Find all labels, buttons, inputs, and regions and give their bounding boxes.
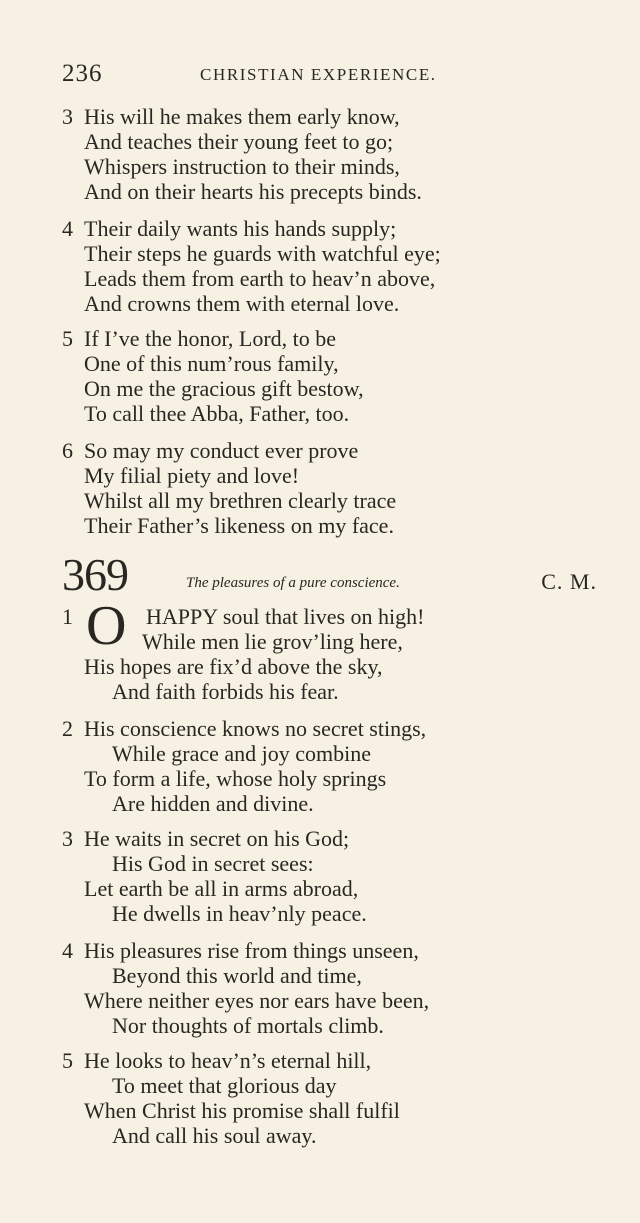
verse-text: One of this num’rous family, bbox=[84, 351, 339, 376]
verse-text: While grace and joy combine bbox=[112, 741, 372, 766]
stanza-number: 3 bbox=[62, 104, 73, 129]
stanza-line bbox=[62, 401, 602, 426]
previous-hymn-stanza-4 bbox=[62, 216, 602, 316]
verse-text: He looks to heav’n’s eternal hill, bbox=[84, 1048, 372, 1073]
stanza-number: 3 bbox=[62, 826, 73, 851]
verse-text: His conscience knows no secret stings, bbox=[84, 716, 427, 741]
hymn-subtitle: The pleasures of a pure conscience. bbox=[186, 575, 400, 591]
stanza-line bbox=[62, 988, 602, 1013]
hymn-stanza-3 bbox=[62, 826, 602, 926]
verse-text: While men lie grov’ling here, bbox=[142, 629, 403, 654]
previous-hymn-stanza-6 bbox=[62, 438, 602, 538]
running-head bbox=[62, 60, 582, 90]
verse-text: When Christ his promise shall fulfil bbox=[84, 1098, 400, 1123]
verse-text: He waits in secret on his God; bbox=[84, 826, 350, 851]
hymn-stanza-4 bbox=[62, 938, 602, 1038]
stanza-line bbox=[62, 241, 602, 266]
verse-text: And faith forbids his fear. bbox=[112, 679, 339, 704]
verse-text: To call thee Abba, Father, too. bbox=[84, 401, 350, 426]
verse-text: And teaches their young feet to go; bbox=[84, 129, 394, 154]
hymn-meter: C. M. bbox=[541, 569, 597, 594]
stanza-line bbox=[62, 351, 602, 376]
stanza-number: 5 bbox=[62, 1048, 73, 1073]
drop-cap: O bbox=[86, 595, 127, 657]
verse-text: His God in secret sees: bbox=[112, 851, 314, 876]
stanza-number: 2 bbox=[62, 716, 73, 741]
verse-text: And call his soul away. bbox=[112, 1123, 317, 1148]
hymn-stanza-5 bbox=[62, 1048, 602, 1148]
stanza-line bbox=[62, 129, 602, 154]
stanza-line bbox=[62, 291, 602, 316]
stanza-line bbox=[62, 766, 602, 791]
stanza-line bbox=[62, 216, 602, 241]
verse-text: Nor thoughts of mortals climb. bbox=[112, 1013, 384, 1038]
verse-text: And crowns them with eternal love. bbox=[84, 291, 400, 316]
stanza-line bbox=[62, 716, 602, 741]
hymn-stanza-2 bbox=[62, 716, 602, 816]
verse-text: His pleasures rise from things unseen, bbox=[84, 938, 419, 963]
section-title: CHRISTIAN EXPERIENCE. bbox=[200, 65, 437, 84]
verse-text: Whispers instruction to their minds, bbox=[84, 154, 400, 179]
verse-text: To form a life, whose holy springs bbox=[84, 766, 387, 791]
stanza-line bbox=[62, 791, 602, 816]
verse-text: So may my conduct ever prove bbox=[84, 438, 359, 463]
hymn-stanza-1 bbox=[62, 595, 602, 704]
stanza-line bbox=[62, 1098, 602, 1123]
verse-text: My filial piety and love! bbox=[84, 463, 300, 488]
stanza-line bbox=[62, 463, 602, 488]
verse-text: Leads them from earth to heav’n above, bbox=[84, 266, 436, 291]
stanza-line bbox=[62, 104, 602, 129]
hymn-number: 369 bbox=[62, 549, 128, 600]
stanza-line bbox=[62, 266, 602, 291]
verse-text: Where neither eyes nor ears have been, bbox=[84, 988, 430, 1013]
stanza-number: 1 bbox=[62, 604, 73, 629]
stanza-line bbox=[62, 654, 602, 679]
stanza-line bbox=[62, 326, 602, 351]
stanza-line bbox=[62, 179, 602, 204]
stanza-line bbox=[62, 876, 602, 901]
stanza-line bbox=[62, 154, 602, 179]
verse-text: Let earth be all in arms abroad, bbox=[84, 876, 359, 901]
stanza-line bbox=[62, 513, 602, 538]
verse-text: Their daily wants his hands supply; bbox=[84, 216, 397, 241]
hymn-header bbox=[62, 549, 597, 602]
stanza-line bbox=[62, 679, 602, 704]
stanza-line bbox=[62, 1073, 602, 1098]
stanza-line bbox=[62, 488, 602, 513]
stanza-number: 5 bbox=[62, 326, 73, 351]
verse-text: HAPPY soul that lives on high! bbox=[146, 604, 425, 629]
previous-hymn-stanza-3 bbox=[62, 104, 602, 204]
verse-text: He dwells in heav’nly peace. bbox=[112, 901, 367, 926]
stanza-line bbox=[62, 1048, 602, 1073]
verse-text: Whilst all my brethren clearly trace bbox=[84, 488, 397, 513]
verse-text: If I’ve the honor, Lord, to be bbox=[84, 326, 337, 351]
stanza-number: 4 bbox=[62, 938, 73, 963]
verse-text: On me the gracious gift bestow, bbox=[84, 376, 364, 401]
stanza-number: 4 bbox=[62, 216, 73, 241]
stanza-line bbox=[62, 1123, 602, 1148]
stanza-line bbox=[62, 741, 602, 766]
stanza-line bbox=[62, 826, 602, 851]
stanza-line bbox=[62, 938, 602, 963]
verse-text: To meet that glorious day bbox=[112, 1073, 337, 1098]
verse-text: Are hidden and divine. bbox=[112, 791, 314, 816]
stanza-line bbox=[62, 963, 602, 988]
verse-text: His will he makes them early know, bbox=[84, 104, 400, 129]
verse-text: His hopes are fix’d above the sky, bbox=[84, 654, 383, 679]
stanza-line bbox=[62, 1013, 602, 1038]
previous-hymn-stanza-5 bbox=[62, 326, 602, 426]
page-number: 236 bbox=[62, 60, 103, 87]
verse-text: Beyond this world and time, bbox=[112, 963, 362, 988]
verse-text: And on their hearts his precepts binds. bbox=[84, 179, 422, 204]
stanza-line bbox=[62, 376, 602, 401]
stanza-line bbox=[62, 851, 602, 876]
stanza-line bbox=[62, 629, 602, 654]
verse-text: Their Father’s likeness on my face. bbox=[84, 513, 394, 538]
stanza-line bbox=[62, 438, 602, 463]
stanza-line bbox=[62, 901, 602, 926]
verse-text: Their steps he guards with watchful eye; bbox=[84, 241, 441, 266]
stanza-number: 6 bbox=[62, 438, 73, 463]
